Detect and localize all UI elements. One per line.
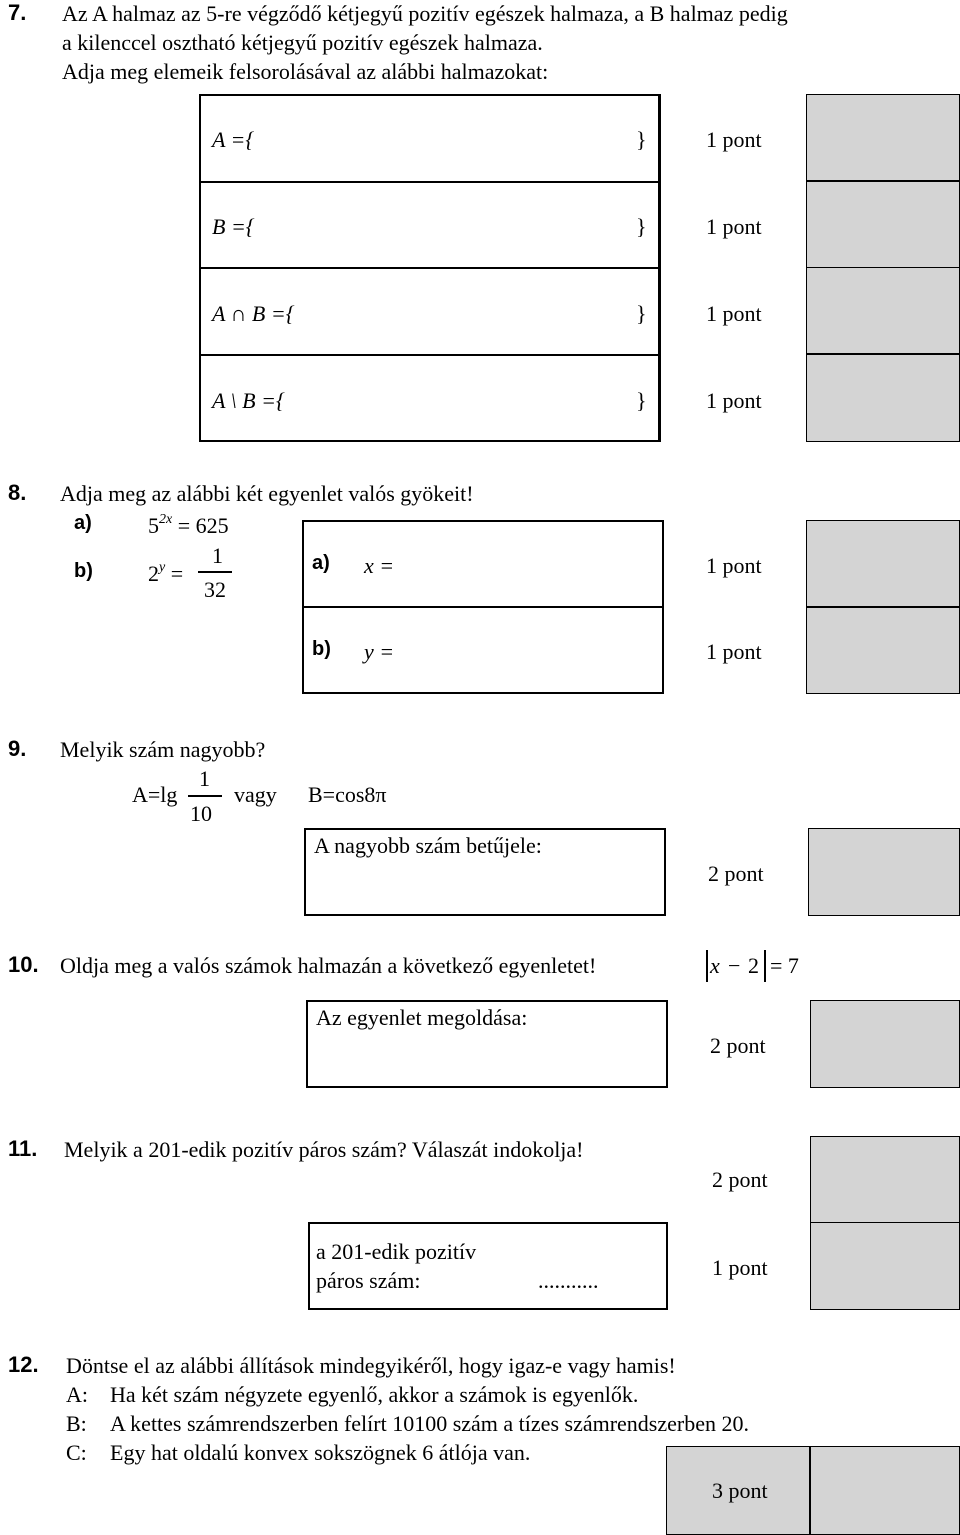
q10-answer-label: Az egyenlet megoldása: <box>316 1005 528 1030</box>
q8-answer-a-label: a) <box>312 552 330 574</box>
question-7-text-line2: a kilenccel osztható kétjegyű pozitív egészek halmaza. <box>62 30 543 55</box>
q7-row-a-close-brace: } <box>636 127 647 152</box>
q12-statement-b-label: B: <box>66 1411 87 1436</box>
question-8-number: 8. <box>8 480 27 505</box>
q8-points-b: 1 pont <box>706 639 762 664</box>
q12-points: 3 pont <box>712 1478 768 1503</box>
q11-points-bottom: 1 pont <box>712 1255 768 1280</box>
question-7-text-line3: Adja meg elemeik felsorolásával az alábbi halmazokat: <box>62 59 549 84</box>
q9-vagy: vagy <box>234 782 277 807</box>
q11-answer-line1: a 201-edik pozitív <box>316 1239 477 1264</box>
q8-eq-a <box>148 512 229 544</box>
question-10-number: 10. <box>8 952 39 977</box>
q9-score-cell <box>808 828 960 916</box>
q12-statement-b-text: A kettes számrendszerben felírt 10100 szám a tízes számrendszerben 20. <box>110 1411 749 1436</box>
q9-points: 2 pont <box>708 861 764 886</box>
q7-row-b-points: 1 pont <box>706 214 762 239</box>
q12-score-cell <box>810 1446 960 1535</box>
q7-score-cell-3 <box>806 267 960 354</box>
q8-eq-b <box>148 560 183 592</box>
question-10-text: Oldja meg a valós számok halmazán a következő egyenletet! <box>60 953 597 978</box>
q11-answer-box <box>308 1222 668 1310</box>
q12-statement-c-label: C: <box>66 1440 87 1465</box>
question-9-number: 9. <box>8 736 27 761</box>
question-7-text-line1: Az A halmaz az 5-re végződő kétjegyű pozitív egészek halmaza, a B halmaz pedig <box>62 1 788 26</box>
q7-row-difference-points: 1 pont <box>706 388 762 413</box>
q11-score-cell-bottom <box>810 1222 960 1310</box>
q11-points-top: 2 pont <box>712 1167 768 1192</box>
q10-eq-x: x <box>710 953 720 978</box>
q7-row-intersection-label: A ∩ B ={ <box>212 301 295 326</box>
q12-statement-a-label: A: <box>66 1382 88 1407</box>
q7-row-difference-close-brace: } <box>636 388 647 413</box>
q12-statement-c-text: Egy hat oldalú konvex sokszögnek 6 átlója van. <box>110 1440 531 1465</box>
q8-eq-a-exponent: 2x <box>159 512 173 527</box>
q11-score-cell-top <box>810 1136 960 1224</box>
q8-eq-b-equals: = <box>170 561 184 586</box>
q8-eq-b-denominator: 32 <box>204 577 226 602</box>
q9-expression-a-numerator: 1 <box>199 766 210 791</box>
q7-score-cell-4 <box>806 354 960 442</box>
q8-answer-b-var: y = <box>364 639 395 664</box>
q11-answer-dots: ........... <box>538 1268 599 1293</box>
q10-eq-minus: − <box>728 953 741 978</box>
q10-eq-two: 2 <box>748 953 759 978</box>
q8-eq-a-label: a) <box>74 512 92 534</box>
question-7-number: 7. <box>8 0 27 25</box>
q7-row-difference-label: A \ B ={ <box>212 388 285 413</box>
q8-score-cell-1 <box>806 520 960 607</box>
q8-points-a: 1 pont <box>706 553 762 578</box>
q8-answer-a-var: x = <box>364 553 395 578</box>
question-11-number: 11. <box>8 1136 38 1161</box>
q7-row-intersection-points: 1 pont <box>706 301 762 326</box>
q12-statement-a-text: Ha két szám négyzete egyenlő, akkor a számok is egyenlők. <box>110 1382 639 1407</box>
q7-row-b-label: B ={ <box>212 214 255 239</box>
q9-expression-b: B=cos8π <box>308 782 387 807</box>
q7-row-a-label: A ={ <box>212 127 255 152</box>
q7-row-intersection-close-brace: } <box>636 301 647 326</box>
question-11-text: Melyik a 201-edik pozitív páros szám? Válaszát indokolja! <box>64 1137 584 1162</box>
question-12-number: 12. <box>8 1352 39 1377</box>
q9-expression-a-denominator: 10 <box>190 801 212 826</box>
q8-eq-b-numerator: 1 <box>212 543 223 568</box>
q8-answer-b-label: b) <box>312 638 331 660</box>
q8-score-cell-2 <box>806 607 960 694</box>
q8-eq-b-label: b) <box>74 560 93 582</box>
q10-score-cell <box>810 1000 960 1088</box>
q8-eq-b-base: 2 <box>148 561 159 586</box>
q11-answer-line2: páros szám: <box>316 1268 421 1293</box>
q7-score-cell-2 <box>806 181 960 268</box>
q8-eq-b-exponent: y <box>159 560 166 575</box>
q7-row-b-close-brace: } <box>636 214 647 239</box>
q8-eq-a-rhs: = 625 <box>177 513 229 538</box>
q9-expression-a: A=lg <box>132 782 178 807</box>
question-8-text: Adja meg az alábbi két egyenlet valós gyökeit! <box>60 481 474 506</box>
q7-row-a-points: 1 pont <box>706 127 762 152</box>
q8-eq-a-base: 5 <box>148 513 159 538</box>
question-9-text: Melyik szám nagyobb? <box>60 737 266 762</box>
q7-score-cell-1 <box>806 94 960 181</box>
q10-eq-rhs: = 7 <box>770 953 799 978</box>
q9-answer-label: A nagyobb szám betűjele: <box>314 833 542 858</box>
question-12-text: Döntse el az alábbi állítások mindegyikéről, hogy igaz-e vagy hamis! <box>66 1353 676 1378</box>
q10-points: 2 pont <box>710 1033 766 1058</box>
